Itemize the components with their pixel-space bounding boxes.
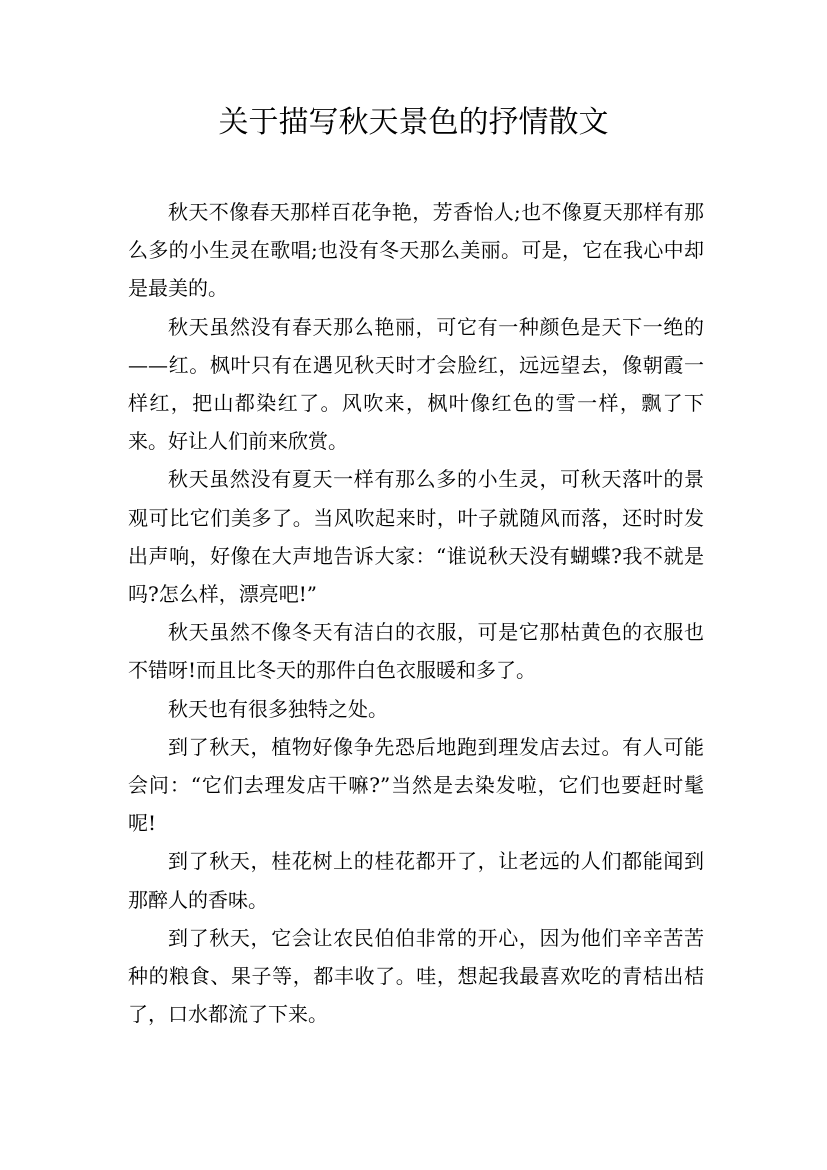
paragraph: 到了秋天，桂花树上的桂花都开了，让老远的人们都能闻到那醉人的香味。 xyxy=(128,849,704,912)
paragraph: 秋天虽然没有夏天一样有那么多的小生灵，可秋天落叶的景观可比它们美多了。当风吹起来时，叶子就随风而落，还时时发出声响，好像在大声地告诉大家：“谁说秋天没有蝴蝶?我不就是吗?怎么样，漂亮吧!” xyxy=(128,467,704,607)
paragraph: 秋天虽然没有春天那么艳丽，可它有一种颜色是天下一绝的——红。枫叶只有在遇见秋天时才会脸红，远远望去，像朝霞一样红，把山都染红了。风吹来，枫叶像红色的雪一样，飘了下来。好让人们前来欣赏。 xyxy=(128,314,704,454)
document-title: 关于描写秋天景色的抒情散文 xyxy=(218,105,609,140)
paragraph: 秋天虽然不像冬天有洁白的衣服，可是它那枯黄色的衣服也不错呀!而且比冬天的那件白色衣服暖和多了。 xyxy=(128,620,704,683)
paragraph: 秋天不像春天那样百花争艳，芳香怡人;也不像夏天那样有那么多的小生灵在歌唱;也没有冬天那么美丽。可是，它在我心中却是最美的。 xyxy=(128,200,704,301)
paragraph: 到了秋天，植物好像争先恐后地跑到理发店去过。有人可能会问：“它们去理发店干嘛?”当然是去染发啦，它们也要赶时髦呢! xyxy=(128,734,704,836)
paragraph: 秋天也有很多独特之处。 xyxy=(168,696,388,721)
paragraph: 到了秋天，它会让农民伯伯非常的开心，因为他们辛辛苦苦种的粮食、果子等，都丰收了。哇，想起我最喜欢吃的青桔出桔了，口水都流了下来。 xyxy=(128,925,704,1027)
document-body xyxy=(128,193,704,1033)
